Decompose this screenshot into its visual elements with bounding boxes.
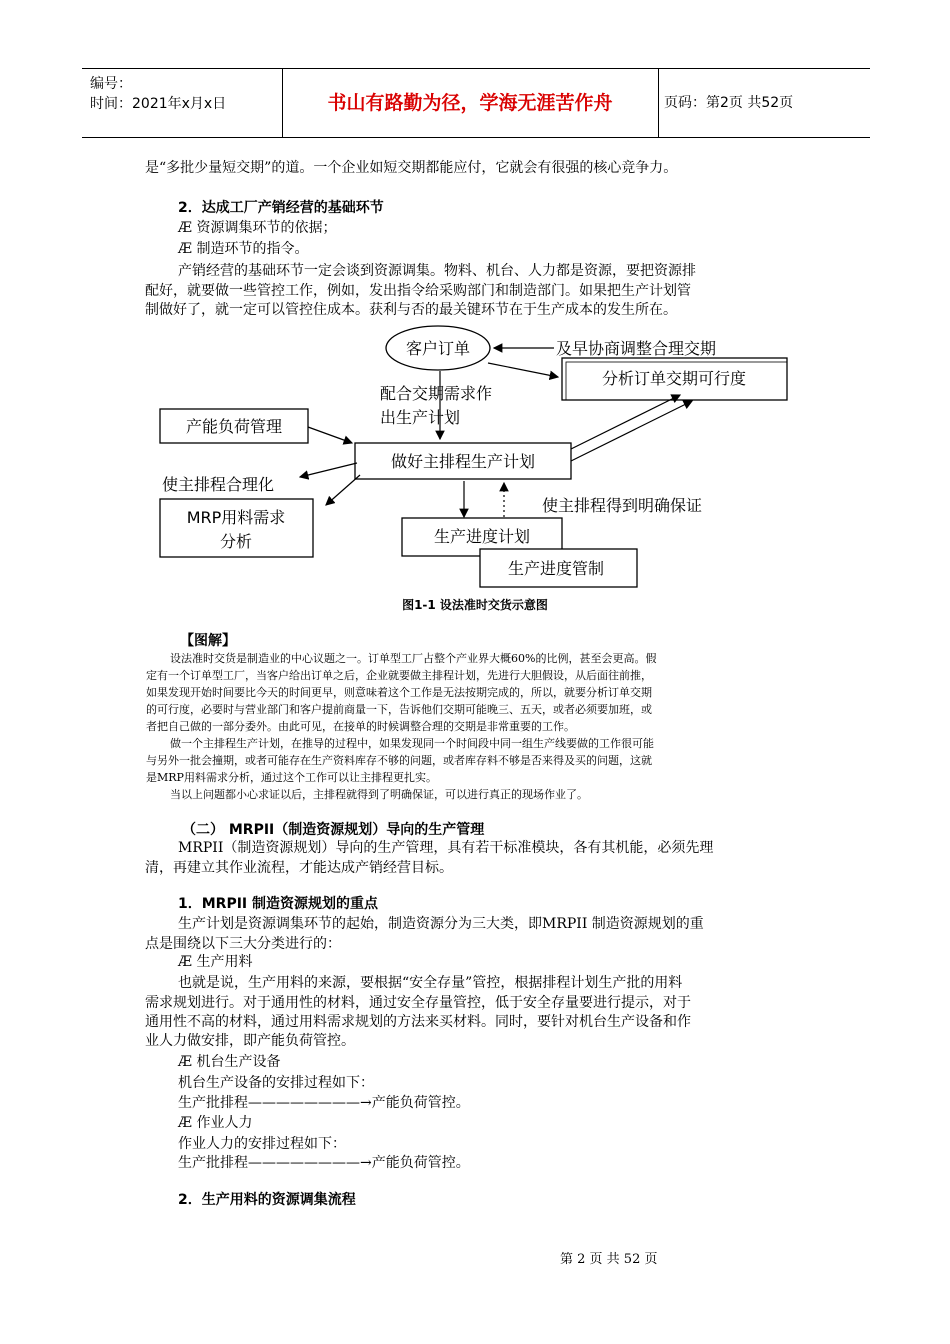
- intro-line: 是“多批少量短交期”的道。一个企业如短交期都能应付，它就会有很强的核心竞争力。: [145, 160, 678, 176]
- paragraph-line: 生产计划是资源调集环节的起始，制造资源分为三大类，即MRPII 制造资源规划的重: [178, 916, 704, 932]
- bullet-item: Æ 机台生产设备: [178, 1054, 281, 1070]
- explain-line: 定有一个订单型工厂，当客户给出订单之后，企业就要做主排程计划，先进行大胆假设，从后面往前推，: [146, 669, 652, 682]
- negotiate-text: 及早协商调整合理交期: [556, 339, 717, 358]
- explain-line: 的可行度，必要时与营业部门和客户提前商量一下，告诉他们交期可能晚三、五天，或者必须要加班，或: [146, 703, 652, 716]
- cooperate-text: 配合交期需求作: [380, 384, 493, 403]
- explain-line: 做一个主排程生产计划，在推导的过程中，如果发现同一个时间段中同一组生产线要做的工作很可能: [170, 737, 654, 750]
- arrow: [571, 401, 692, 461]
- flow-line: 生产批排程————————→产能负荷管控。: [178, 1155, 470, 1171]
- rationalize-text: 使主排程合理化: [162, 475, 275, 494]
- header-meta: [82, 69, 282, 137]
- page-info: 页码：第2页 共52页: [664, 95, 794, 111]
- bullet-item: Æ 资源调集环节的依据；: [178, 220, 337, 236]
- explain-line: 当以上问题都小心求证以后，主排程就得到了明确保证，可以进行真正的现场作业了。: [170, 788, 588, 801]
- progress-plan-text: 生产进度计划: [433, 527, 531, 546]
- header-divider: [658, 69, 659, 137]
- paragraph-line: 需求规划进行。对于通用性的材料，通过安全存量管控，低于安全存量要进行提示，对于: [145, 995, 691, 1011]
- sub-heading: 2．生产用料的资源调集流程: [178, 1192, 356, 1208]
- paragraph-line: 产销经营的基础环节一定会谈到资源调集。物料、机台、人力都是资源，要把资源排: [178, 263, 696, 279]
- mrp-text: 分析: [219, 532, 253, 551]
- number-label: 编号：: [90, 76, 132, 92]
- figure-caption: 图1-1 设法准时交货示意图: [402, 598, 548, 612]
- customer-order-text: 客户订单: [405, 339, 471, 358]
- arrow: [300, 463, 357, 477]
- analyze-text: 分析订单交期可行度: [601, 369, 747, 388]
- bullet-item: Æ 作业人力: [178, 1115, 253, 1131]
- paragraph-line: MRPII（制造资源规划）导向的生产管理，具有若干标准模块，各有其机能，必须先理: [178, 840, 714, 856]
- progress-ctrl-text: 生产进度管制: [507, 559, 605, 578]
- paragraph-line: 通用性不高的材料，通过用料需求规划的方法来买材料。同时，要针对机台生产设备和作: [145, 1014, 691, 1030]
- explain-title: 【图解】: [180, 633, 236, 649]
- paragraph-line: 业人力做安排，即产能负荷管控。: [145, 1033, 355, 1049]
- flow-diagram: [150, 325, 800, 593]
- explain-line: 设法准时交货是制造业的中心议题之一。订单型工厂占整个产业界大概60%的比例，甚至会更高。假: [170, 652, 657, 665]
- header-divider: [282, 69, 283, 137]
- section2-heading: 2．达成工厂产销经营的基础环节: [178, 200, 384, 216]
- flow-line: 生产批排程————————→产能负荷管控。: [178, 1095, 470, 1111]
- arrow: [571, 395, 680, 449]
- sub-heading: 1．MRPII 制造资源规划的重点: [178, 896, 379, 912]
- paragraph-line: 点是围绕以下三大分类进行的：: [145, 936, 341, 952]
- explain-line: 者把自己做的一部分委外。由此可见，在接单的时候调整合理的交期是非常重要的工作。: [146, 720, 575, 733]
- page-header: [82, 68, 870, 138]
- assure-text: 使主排程得到明确保证: [542, 496, 703, 515]
- paragraph-line: 作业人力的安排过程如下：: [178, 1136, 346, 1152]
- arrow: [326, 475, 360, 505]
- cooperate-text: 出生产计划: [380, 408, 461, 427]
- bullet-item: Æ 生产用料: [178, 954, 253, 970]
- page-footer: 第 2 页 共 52 页: [560, 1252, 658, 1267]
- explain-line: 是MRP用料需求分析，通过这个工作可以让主排程更扎实。: [146, 771, 437, 784]
- bullet-item: Æ 制造环节的指令。: [178, 241, 309, 257]
- arrow: [488, 363, 558, 377]
- paragraph-line: 配好，就要做一些管控工作，例如，发出指令给采购部门和制造部门。如果把生产计划管: [145, 283, 691, 299]
- master-text: 做好主排程生产计划: [390, 452, 536, 471]
- mrp-heading: （二） MRPII（制造资源规划）导向的生产管理: [182, 822, 485, 838]
- arrow: [308, 427, 352, 443]
- explain-line: 如果发现开始时间要比今天的时间更早，则意味着这个工作是无法按期完成的，所以，就要分析订单交期: [146, 686, 652, 699]
- paragraph-line: 机台生产设备的安排过程如下：: [178, 1075, 374, 1091]
- explain-line: 与另外一批会撞期，或者可能存在生产资料库存不够的问题，或者库存料不够是否来得及买的问题，这就: [146, 754, 652, 767]
- paragraph-line: 制做好了，就一定可以管控住成本。获利与否的最关键环节在于生产成本的发生所在。: [145, 302, 677, 318]
- time-label: 时间：2021年x月x日: [90, 96, 227, 112]
- paragraph-line: 清，再建立其作业流程，才能达成产销经营目标。: [145, 860, 453, 876]
- capacity-text: 产能负荷管理: [185, 417, 283, 436]
- header-motto: 书山有路勤为径，学海无涯苦作舟: [327, 92, 613, 114]
- mrp-text: MRP用料需求: [186, 508, 286, 527]
- paragraph-line: 也就是说，生产用料的来源，要根据“安全存量”管控，根据排程计划生产批的用料: [178, 975, 683, 991]
